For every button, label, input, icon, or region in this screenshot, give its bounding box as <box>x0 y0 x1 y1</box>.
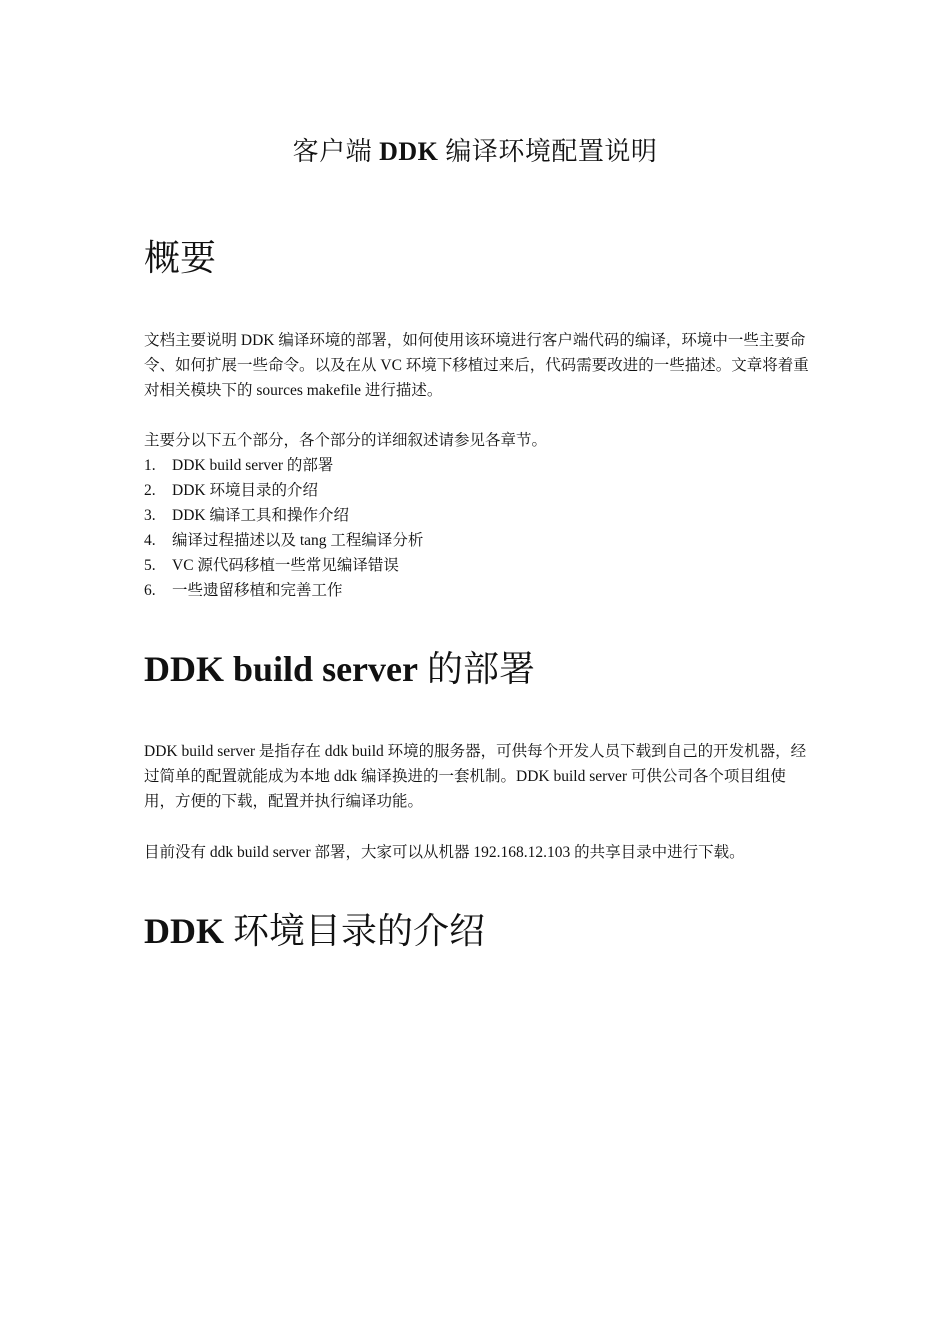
overview-list <box>144 453 814 603</box>
heading-env-dir-bold: DDK <box>144 911 224 951</box>
list-item-text: 一些遗留移植和完善工作 <box>172 582 343 599</box>
list-item-text: 编译过程描述以及 tang 工程编译分析 <box>172 532 424 549</box>
list-item-number: 6. <box>144 582 156 599</box>
heading-build-server-bold: DDK build server <box>144 649 418 689</box>
list-item-number: 5. <box>144 557 156 574</box>
overview-paragraph-1: 文档主要说明 DDK 编译环境的部署，如何使用该环境进行客户端代码的编译，环境中一些主要命令、如何扩展一些命令。以及在从 VC 环境下移植过来后，代码需要改进的一些描述。文章将着重对相关模块下的 sources makefile 进行描述。 <box>144 332 809 399</box>
list-item-number: 3. <box>144 507 156 524</box>
heading-env-dir <box>144 909 485 953</box>
document-title <box>0 134 950 170</box>
list-item <box>144 503 814 528</box>
list-item <box>144 553 814 578</box>
list-item-number: 1. <box>144 457 156 474</box>
title-bold: DDK <box>379 137 439 166</box>
list-item-text: VC 源代码移植一些常见编译错误 <box>172 557 399 574</box>
list-item-number: 2. <box>144 482 156 499</box>
list-item-text: DDK build server 的部署 <box>172 457 334 474</box>
overview-paragraph-2: 主要分以下五个部分，各个部分的详细叙述请参见各章节。 <box>144 432 548 449</box>
list-item <box>144 453 814 478</box>
list-item <box>144 578 814 603</box>
list-item-text: DDK 环境目录的介绍 <box>172 482 318 499</box>
heading-overview: 概要 <box>144 238 217 278</box>
list-item-text: DDK 编译工具和操作介绍 <box>172 507 349 524</box>
heading-env-dir-rest: 环境目录的介绍 <box>224 911 486 951</box>
list-item <box>144 528 814 553</box>
heading-build-server-rest: 的部署 <box>418 649 536 689</box>
list-item <box>144 478 814 503</box>
build-server-paragraph-2: 目前没有 ddk build server 部署，大家可以从机器 192.168.12.103 的共享目录中进行下载。 <box>144 844 745 861</box>
list-item-number: 4. <box>144 532 156 549</box>
heading-build-server <box>144 647 535 691</box>
title-post: 编译环境配置说明 <box>438 137 658 166</box>
title-pre: 客户端 <box>292 137 380 166</box>
build-server-paragraph-1: DDK build server 是指存在 ddk build 环境的服务器，可供每个开发人员下载到自己的开发机器，经过简单的配置就能成为本地 ddk 编译换进的一套机制。DDK build server 可供公司各个项目组使用，方便的下载，配置并执行编译功能。 <box>144 743 807 810</box>
